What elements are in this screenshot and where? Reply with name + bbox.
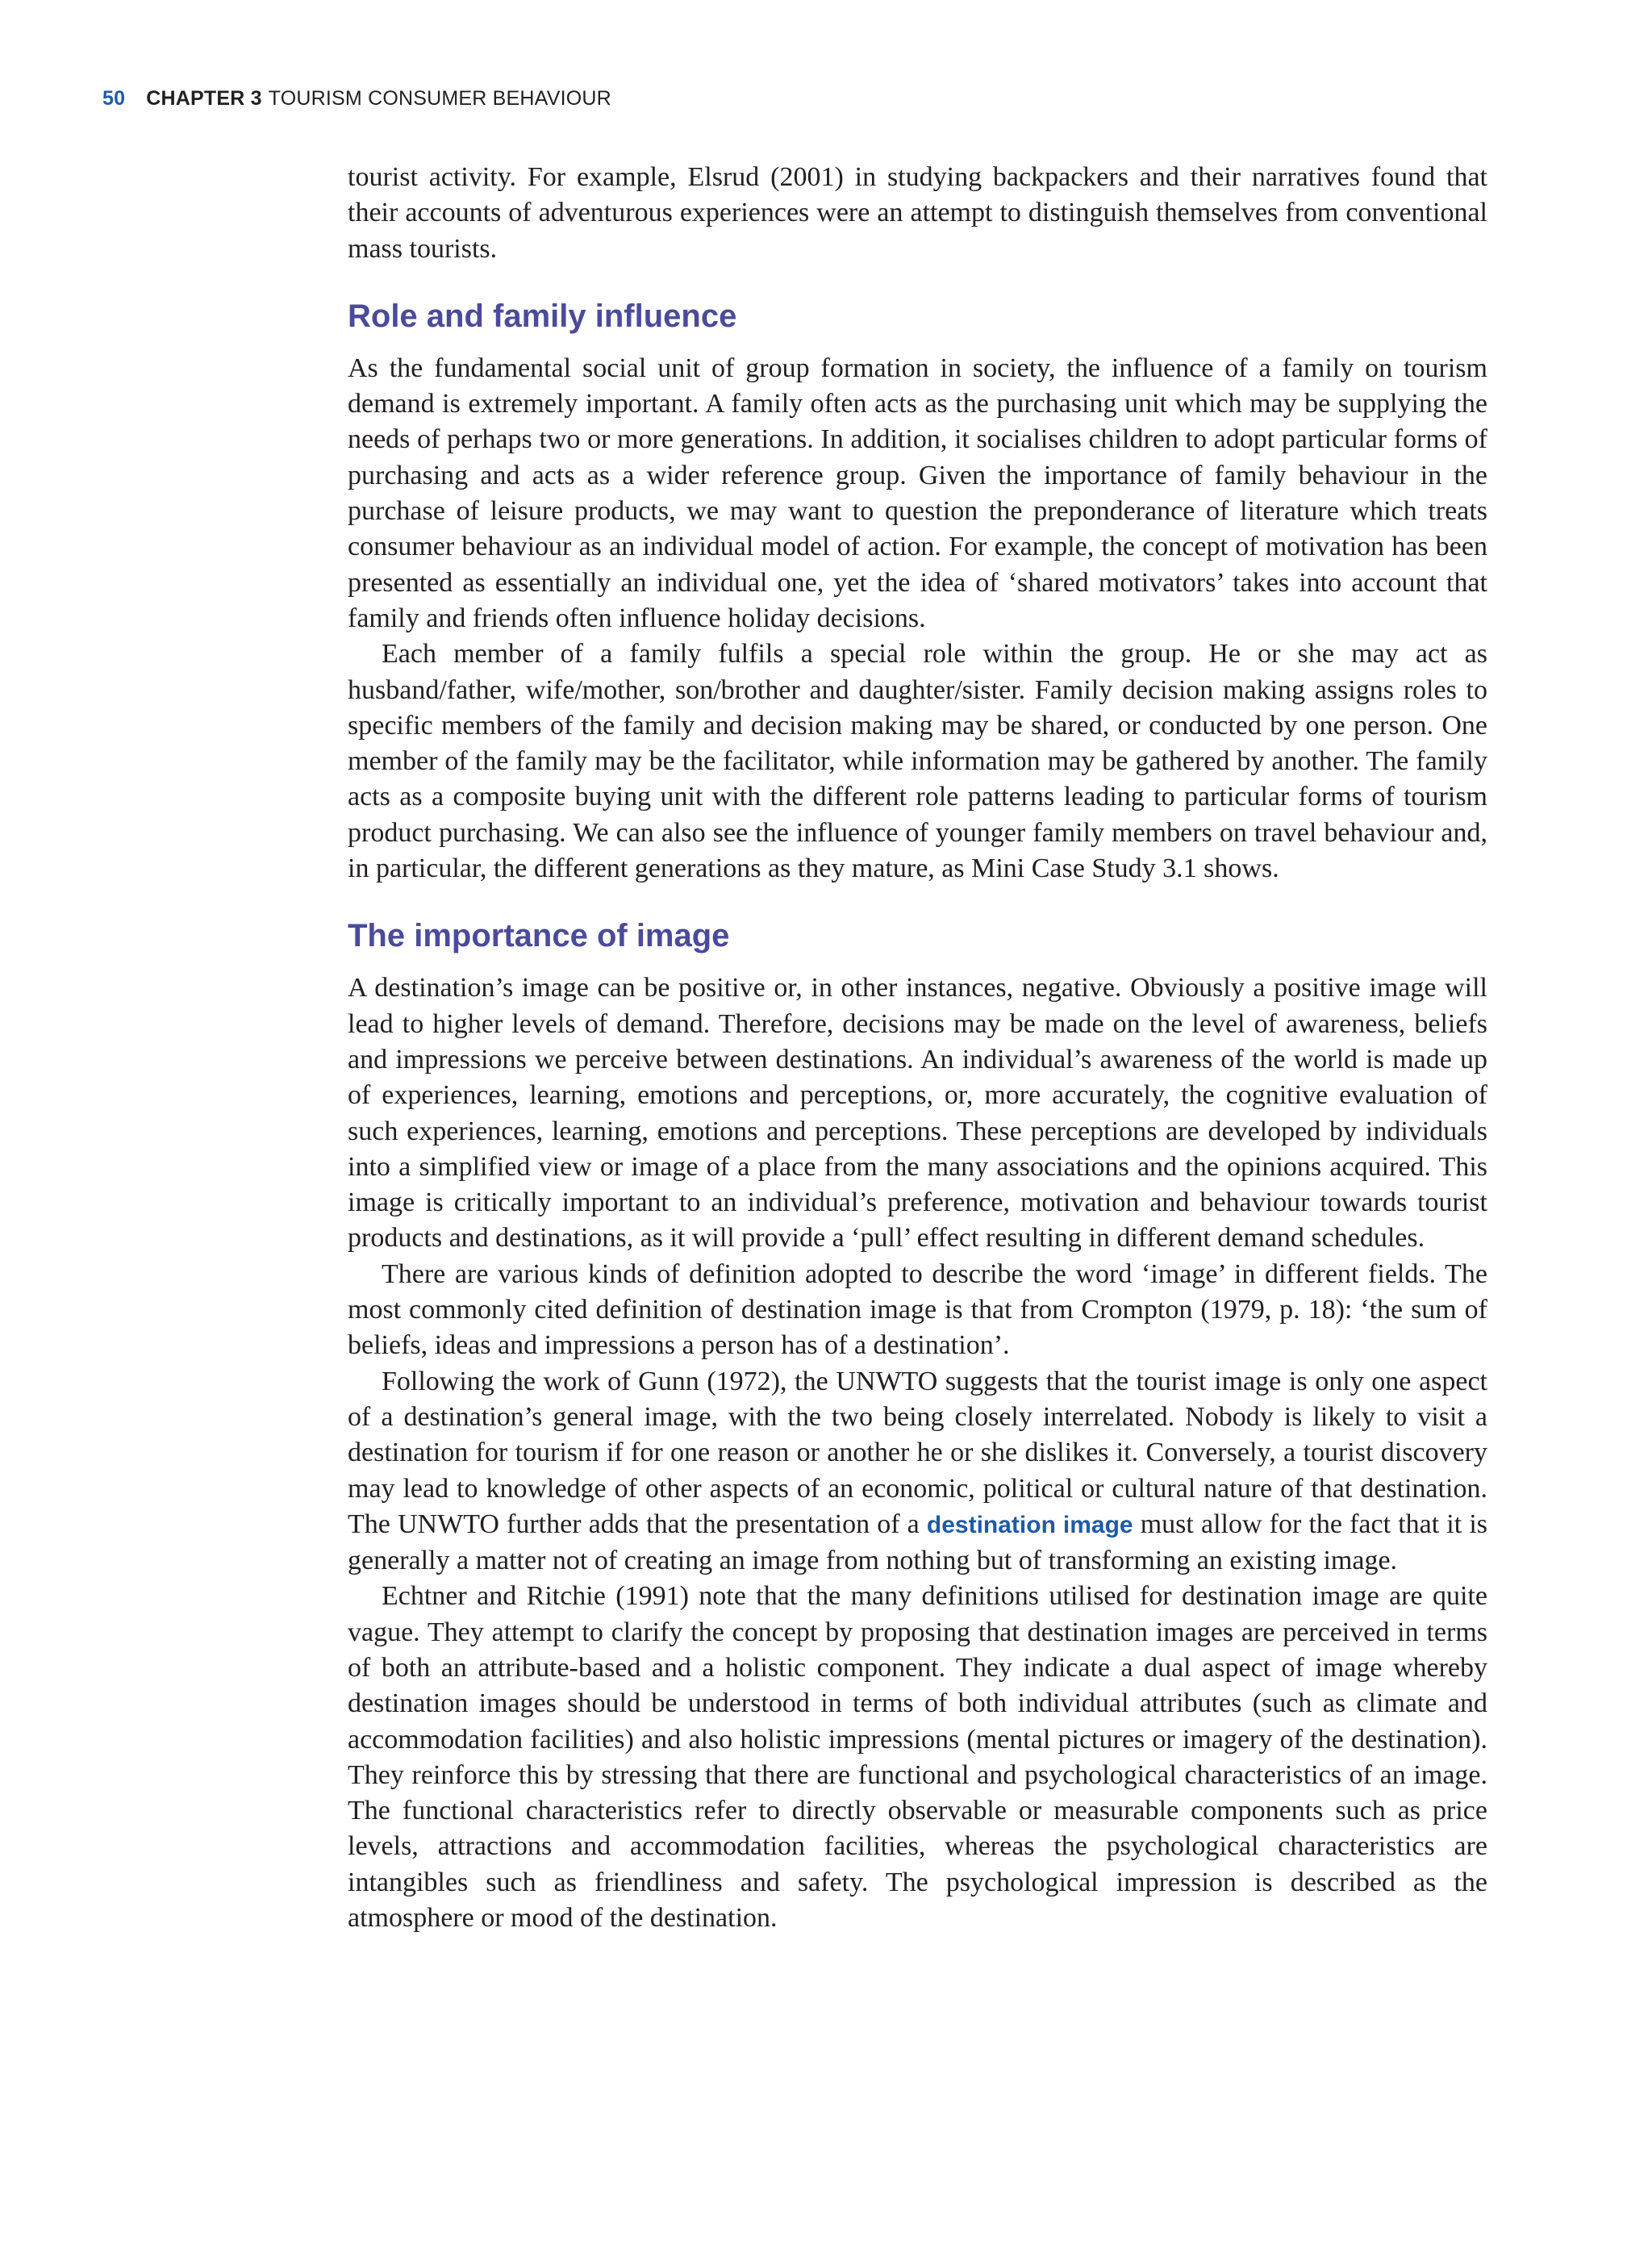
paragraph: Echtner and Ritchie (1991) note that the many definitions utilised for destination image are quite vague. They attempt to clarify the concept by proposing that destination images are perceived in terms of both an attribute-based and a holistic component. They indicate a dual aspect of image whereby destination images should be understood in terms of both individual attributes (such as climate and accommodation facilities) and also holistic impressions (mental pictures or imagery of the destination). They reinforce this by stressing that there are functional and psychological characteristics of an image. The functional characteristics refer to directly observable or measurable components such as price levels, attractions and accommodation facilities, whereas the psychological characteristics are intangibles such as friendliness and safety. The psychological impression is described as the atmosphere or mood of the destination.: [348, 1581, 1487, 1934]
intro-paragraph: tourist activity. For example, Elsrud (2001) in studying backpackers and their narratives found that their accounts of adventurous experiences were an attempt to distinguish themselves from conventional mass tourists.: [348, 162, 1487, 264]
running-head: [102, 87, 611, 111]
page-number: 50: [102, 87, 126, 110]
paragraph: A destination’s image can be positive or, in other instances, negative. Obviously a positive image will lead to higher levels of demand. Therefore, decisions may be made on the level of awareness, beliefs and impressions we perceive between destinations. An individual’s awareness of the world is made up of experiences, learning, emotions and perceptions, or, more accurately, the cognitive evaluation of such experiences, learning, emotions and perceptions. These perceptions are developed by individuals into a simplified view or image of a place from the many associations and the opinions acquired. This image is critically important to an individual’s preference, motivation and behaviour towards tourist products and destinations, as it will provide a ‘pull’ effect resulting in different demand schedules.: [348, 973, 1487, 1254]
paragraph-text: Following the work of Gunn (1972), the UNWTO suggests that the tourist image is only one aspect of a destination’s general image, with the two being closely interrelated. Nobody is likely to visit a destination for tourism if for one reason or another he or she dislikes it. Conversely, a tourist discovery may lead to knowledge of other aspects of an economic, political or cultural nature of that destination. The UNWTO further adds that the presentation of a: [348, 1366, 1487, 1539]
chapter-label: CHAPTER 3: [146, 87, 262, 110]
paragraph: As the fundamental social unit of group formation in society, the influence of a family on tourism demand is extremely important. A family often acts as the purchasing unit which may be supplying the needs of perhaps two or more generations. In addition, it socialises children to adopt particular forms of purchasing and acts as a wider reference group. Given the importance of family behaviour in the purchase of leisure products, we may want to question the preponderance of literature which treats consumer behaviour as an individual model of action. For example, the concept of motivation has been presented as essentially an individual one, yet the idea of ‘shared motivators’ takes into account that family and friends often influence holiday decisions.: [348, 353, 1487, 633]
chapter-title: TOURISM CONSUMER BEHAVIOUR: [268, 87, 611, 110]
body-text: [348, 160, 1487, 1936]
section-heading-importance-image: The importance of image: [348, 918, 730, 954]
paragraph: Each member of a family fulfils a special role within the group. He or she may act as husband/father, wife/mother, son/brother and daughter/sister. Family decision making assigns roles to specific members of the family and decision making may be shared, or conducted by one person. One member of the family may be the facilitator, while information may be gathered by another. The family acts as a composite buying unit with the different role patterns leading to particular forms of tourism product purchasing. We can also see the influence of younger family members on travel behaviour and, in particular, the different generations as they mature, as Mini Case Study 3.1 shows.: [348, 639, 1487, 884]
paragraph-with-key-term: [348, 1364, 1487, 1579]
key-term-destination-image[interactable]: destination image: [926, 1511, 1133, 1538]
section-heading-role-family: Role and family influence: [348, 298, 737, 334]
paragraph-text: must allow for the fact that it is generally a matter not of creating an image from nothing but of transforming an existing image.: [348, 1508, 1488, 1576]
paragraph: There are various kinds of definition adopted to describe the word ‘image’ in different fields. The most commonly cited definition of destination image is that from Crompton (1979, p. 18): ‘the sum of beliefs, ideas and impressions a person has of a destination’.: [348, 1258, 1487, 1361]
